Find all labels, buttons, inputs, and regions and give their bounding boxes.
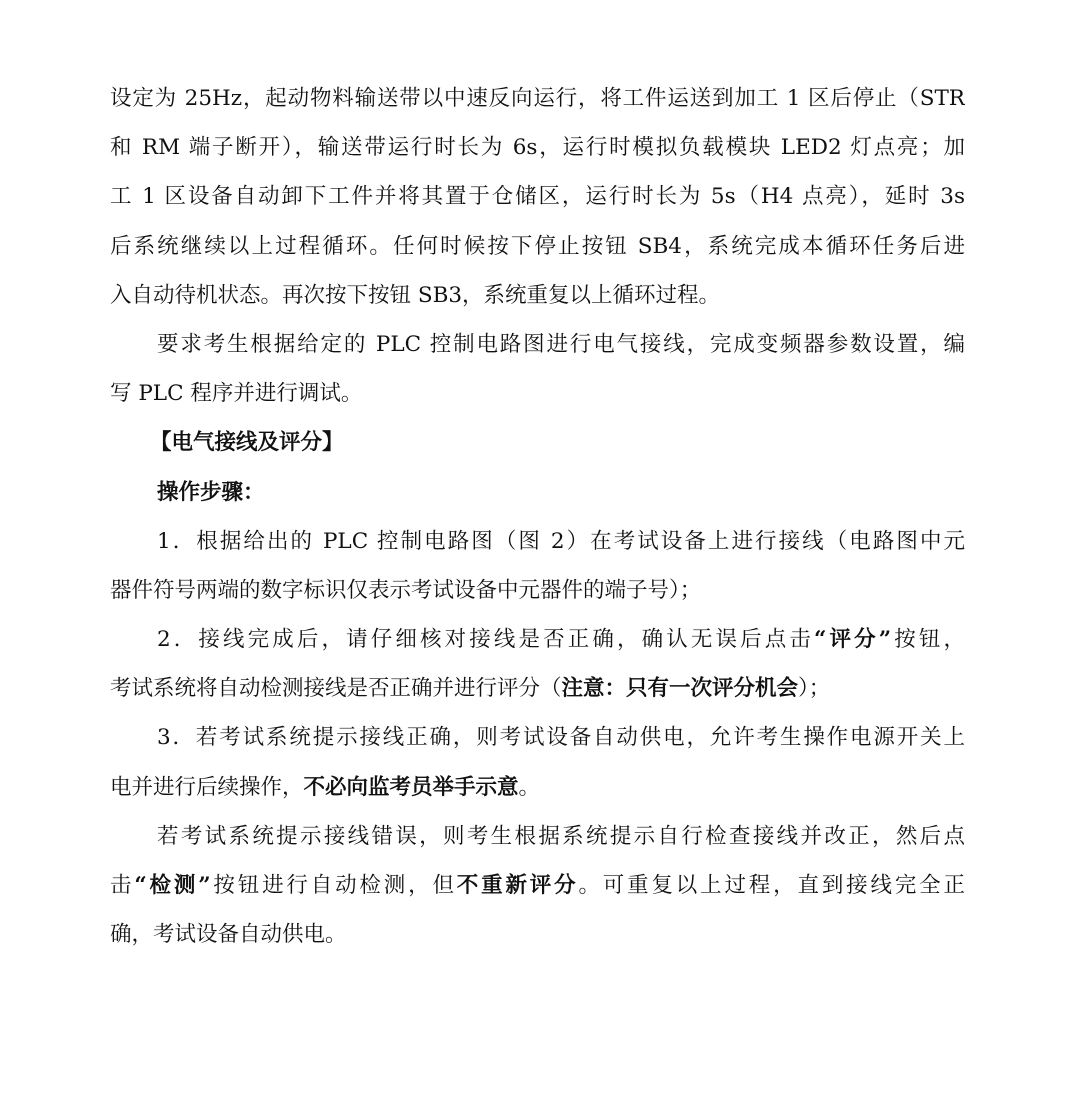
text-line: 要求考生根据给定的 PLC 控制电路图进行电气接线，完成变频器参数设置，编	[157, 331, 965, 357]
text-line: 写 PLC 程序并进行调试。	[110, 381, 363, 407]
paragraph-requirements	[110, 320, 965, 418]
text-segment: 电并进行后续操作，	[110, 774, 304, 800]
step-1	[110, 517, 965, 615]
text-line	[110, 861, 965, 910]
text-line: 若考试系统提示接线错误，则考生根据系统提示自行检查接线并改正，然后点	[157, 823, 965, 849]
document-page	[110, 74, 965, 959]
text-segment: 。	[518, 774, 541, 800]
text-line: 工 1 区设备自动卸下工件并将其置于仓储区，运行时长为 5s（H4 点亮），延时 3s	[110, 184, 965, 210]
text-segment: 考试系统将自动检测接线是否正确并进行评分（	[110, 676, 562, 702]
text-line: 和 RM 端子断开），输送带运行时长为 6s，运行时模拟负载模块 LED2 灯点亮；加	[110, 135, 965, 161]
text-line: 后系统继续以上过程循环。任何时候按下停止按钮 SB4，系统完成本循环任务后进	[110, 233, 965, 259]
text-segment: 击	[110, 873, 135, 898]
text-line	[110, 615, 965, 664]
text-segment: 。可重复以上过程，直到接线完全正	[578, 873, 965, 898]
step-2	[110, 615, 965, 713]
text-line: 确，考试设备自动供电。	[110, 922, 347, 948]
step-3	[110, 713, 965, 811]
paragraph-wiring-error	[110, 812, 965, 960]
text-segment: ）；	[798, 676, 831, 702]
emphasis-text: 不必向监考员举手示意	[303, 774, 519, 800]
text-segment: 按钮，	[891, 627, 965, 653]
text-segment: 按钮进行自动检测，但	[210, 873, 457, 898]
text-line: 3．若考试系统提示接线正确，则考试设备自动供电，允许考生操作电源开关上	[157, 725, 965, 751]
notice-text: 注意：只有一次评分机会	[561, 676, 799, 702]
text-line: 设定为 25Hz，起动物料输送带以中速反向运行，将工件运送到加工 1 区后停止（STR	[110, 86, 965, 111]
check-button-mention: “检测”	[134, 873, 211, 898]
text-line	[110, 664, 965, 713]
text-line: 入自动待机状态。再次按下按钮 SB3，系统重复以上循环过程。	[110, 282, 721, 308]
paragraph-process-description	[110, 74, 965, 320]
section-heading: 【电气接线及评分】	[150, 430, 344, 456]
text-line: 器件符号两端的数字标识仅表示考试设备中元器件的端子号）；	[110, 577, 702, 603]
text-line: 1．根据给出的 PLC 控制电路图（图 2）在考试设备上进行接线（电路图中元	[157, 528, 965, 554]
text-segment: 2．接线完成后，请仔细核对接线是否正确，确认无误后点击	[157, 627, 815, 653]
text-line	[110, 763, 965, 812]
score-button-mention: “评分”	[814, 627, 892, 653]
steps-heading: 操作步骤：	[157, 479, 265, 505]
emphasis-text: 不重新评分	[456, 873, 579, 898]
